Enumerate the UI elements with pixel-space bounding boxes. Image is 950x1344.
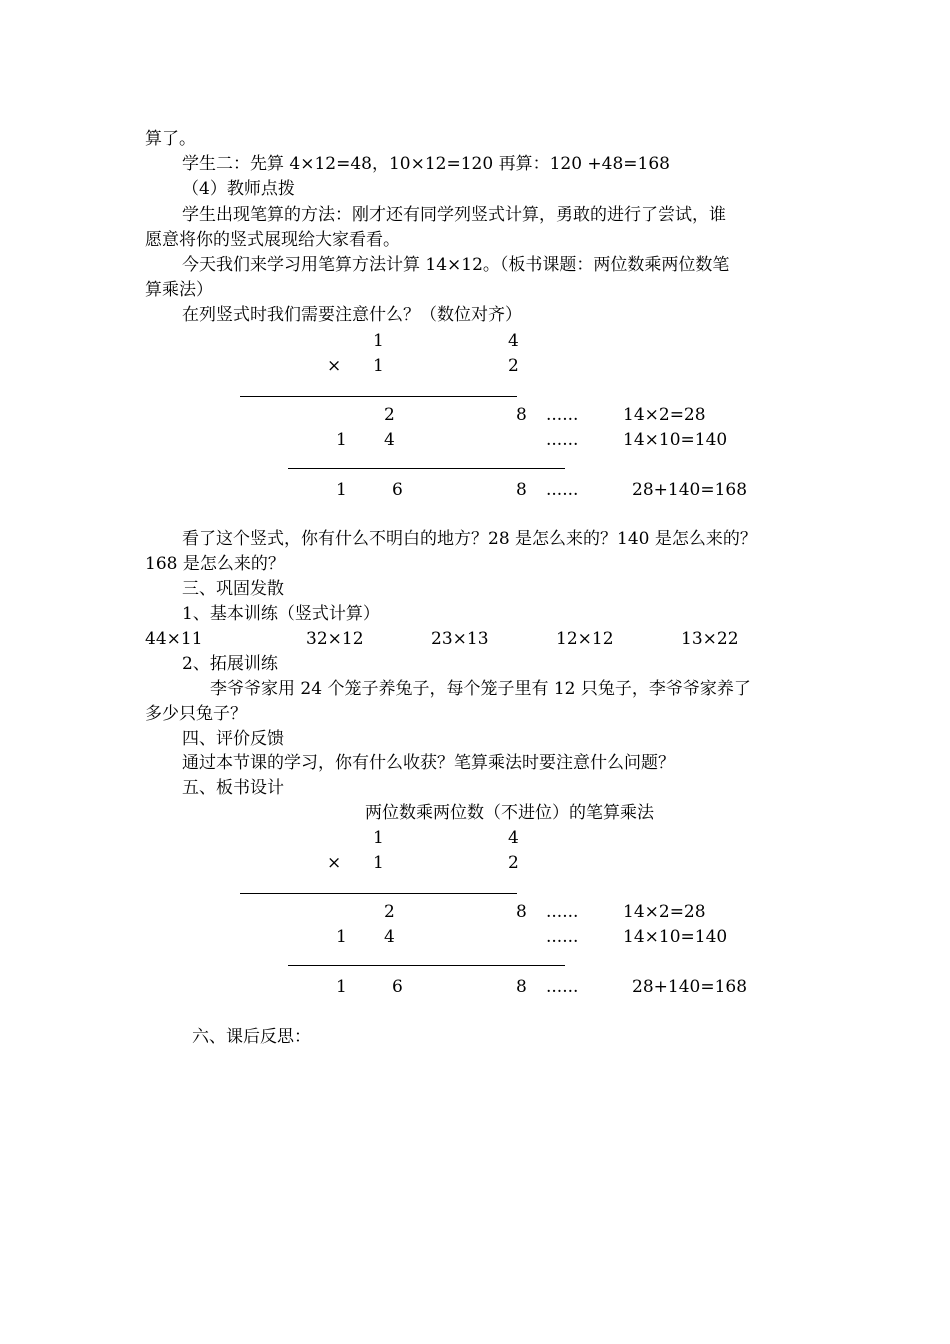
digit: 1 [336, 927, 347, 947]
section-heading: 五、板书设计 [182, 778, 284, 798]
text-line: 算了。 [145, 129, 196, 149]
exercise-item: 44×11 [145, 629, 203, 649]
step-note: 28+140=168 [632, 480, 748, 500]
digit: 6 [392, 480, 403, 500]
dots: ...... [546, 977, 579, 997]
digit: 4 [384, 927, 395, 947]
text-line: 通过本节课的学习，你有什么收获？笔算乘法时要注意什么问题？ [182, 753, 675, 773]
digit: 2 [384, 902, 395, 922]
digit: 1 [336, 480, 347, 500]
board-title: 两位数乘两位数（不进位）的笔算乘法 [365, 803, 654, 823]
dots: ...... [546, 480, 579, 500]
digit: 6 [392, 977, 403, 997]
section-heading: 四、评价反馈 [182, 729, 284, 749]
text-line: 李爷爷家用 24 个笼子养兔子，每个笼子里有 12 只兔子，李爷爷家养了 [210, 679, 751, 699]
text-line: 学生二：先算 4×12=48，10×12=120 再算：120 +48=168 [182, 154, 670, 174]
text-line: 学生出现笔算的方法：刚才还有同学列竖式计算，勇敢的进行了尝试，谁 [182, 205, 726, 225]
multiply-sign: × [327, 853, 342, 873]
dots: ...... [546, 927, 579, 947]
digit: 1 [373, 828, 384, 848]
dots: ...... [546, 405, 579, 425]
digit: 8 [516, 902, 527, 922]
digit: 8 [516, 977, 527, 997]
text-line: 愿意将你的竖式展现给大家看看。 [145, 230, 400, 250]
divider-line [240, 893, 517, 894]
text-line: 今天我们来学习用笔算方法计算 14×12。（板书课题：两位数乘两位数笔 [182, 255, 730, 275]
text-line: 168 是怎么来的？ [145, 554, 285, 574]
section-heading: 2、拓展训练 [182, 654, 278, 674]
step-note: 14×10=140 [623, 430, 728, 450]
section-heading: 1、基本训练（竖式计算） [182, 604, 380, 624]
digit: 1 [373, 853, 384, 873]
step-note: 28+140=168 [632, 977, 748, 997]
digit: 4 [384, 430, 395, 450]
step-note: 14×2=28 [623, 902, 706, 922]
section-heading: 六、课后反思： [192, 1027, 311, 1047]
text-line: 在列竖式时我们需要注意什么？（数位对齐） [182, 305, 522, 325]
divider-line [288, 468, 565, 469]
divider-line [240, 396, 517, 397]
exercise-item: 32×12 [306, 629, 364, 649]
dots: ...... [546, 430, 579, 450]
digit: 4 [508, 331, 519, 351]
step-note: 14×2=28 [623, 405, 706, 425]
text-line: 算乘法） [145, 280, 213, 300]
digit: 1 [336, 430, 347, 450]
digit: 2 [384, 405, 395, 425]
digit: 4 [508, 828, 519, 848]
text-line: 看了这个竖式，你有什么不明白的地方？28 是怎么来的？140 是怎么来的？ [182, 529, 757, 549]
text-line: 多少只兔子？ [145, 704, 247, 724]
exercise-item: 13×22 [681, 629, 739, 649]
digit: 1 [373, 331, 384, 351]
digit: 1 [373, 356, 384, 376]
digit: 2 [508, 853, 519, 873]
digit: 8 [516, 405, 527, 425]
multiply-sign: × [327, 356, 342, 376]
digit: 1 [336, 977, 347, 997]
digit: 2 [508, 356, 519, 376]
dots: ...... [546, 902, 579, 922]
section-heading: 三、巩固发散 [182, 579, 284, 599]
digit: 8 [516, 480, 527, 500]
step-note: 14×10=140 [623, 927, 728, 947]
exercise-item: 23×13 [431, 629, 489, 649]
exercise-item: 12×12 [556, 629, 614, 649]
section-heading: （4）教师点拨 [182, 179, 295, 199]
divider-line [288, 965, 565, 966]
